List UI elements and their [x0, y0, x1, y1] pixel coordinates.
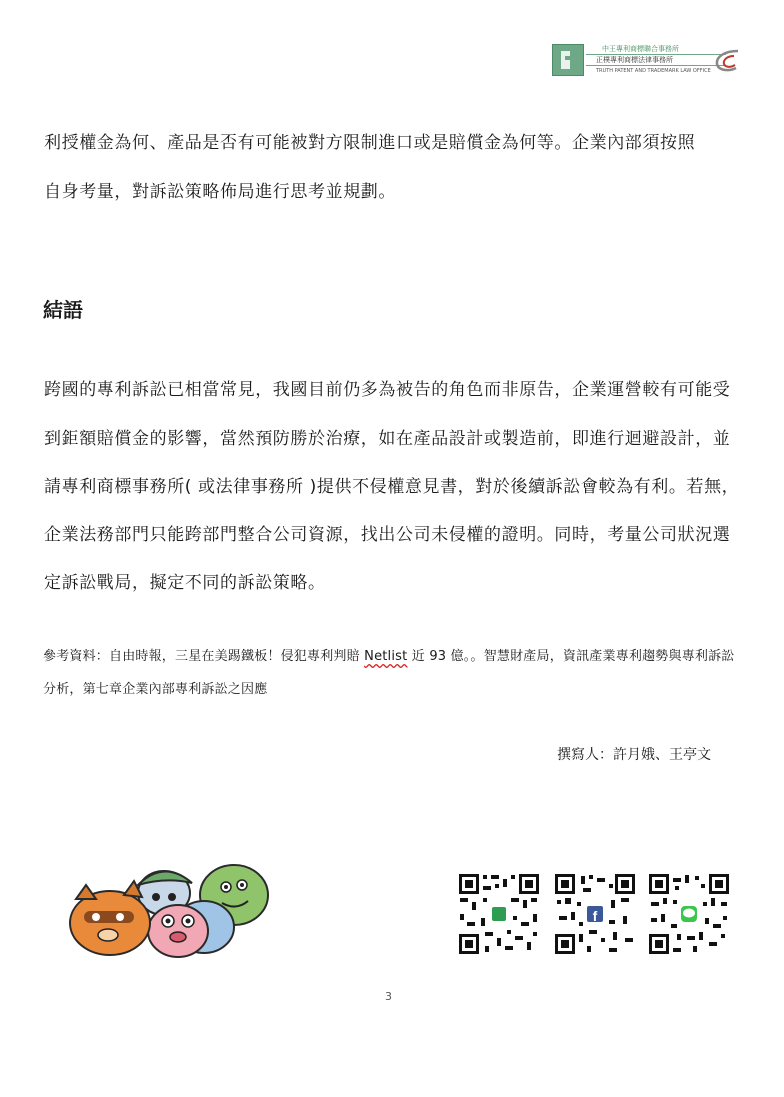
conclusion-line-2: 到鉅額賠償金的影響，當然預防勝於治療，如在產品設計或製造前，即進行迴避設計，並: [44, 429, 731, 449]
conclusion-line-3: 請專利商標事務所( 或法律事務所 )提供不侵權意見書，對於後續訴訟會較為有利。若無，: [44, 477, 740, 497]
references-line-2: 分析，第七章企業內部專利訴訟之因應: [43, 682, 268, 697]
references-text-start: 參考資料：自由時報，三星在美踢鐵板！侵犯專利判賠: [43, 649, 365, 664]
firm-logo: [552, 44, 742, 76]
conclusion-line-1: 跨國的專利訴訟已相當常見，我國目前仍多為被告的角色而非原告，企業運營較有可能受: [44, 380, 731, 400]
references-term-netlist: Netlist: [364, 649, 408, 664]
references-line-1: [43, 645, 735, 664]
section-heading-conclusion: 結語: [43, 298, 83, 322]
qr-code-line[interactable]: [647, 872, 731, 956]
author-credit: 撰寫人：許月娥、王亭文: [557, 747, 711, 763]
logo-text-line2: 正樸專利商標法律事務所: [596, 56, 673, 64]
conclusion-line-4: 企業法務部門只能跨部門整合公司資源，找出公司未侵權的證明。同時，考量公司狀況選: [44, 525, 731, 545]
intro-line-2: 自身考量，對訴訟策略佈局進行思考並規劃。: [44, 182, 396, 202]
mascot-characters-illustration: [66, 855, 276, 960]
logo-emblem-icon: [552, 44, 584, 76]
page-number: 3: [385, 990, 392, 1003]
green-leaf-icon: [492, 907, 506, 921]
references-text-end: 近 93 億。。智慧財產局，資訊產業專利趨勢與專利訴訟: [407, 649, 735, 664]
logo-text-line1: 中王專利商標聯合事務所: [602, 45, 679, 53]
intro-line-1: 利授權金為何、產品是否有可能被對方限制進口或是賠償金為何等。企業內部須按照: [44, 133, 696, 153]
logo-text-line3: TRUTH PATENT AND TRADEMARK LAW OFFICE: [596, 68, 711, 74]
svg-text:f: f: [592, 908, 598, 924]
qr-code-facebook[interactable]: [553, 872, 637, 956]
qr-code-website[interactable]: [457, 872, 541, 956]
logo-swirl-icon: [712, 48, 742, 74]
conclusion-line-5: 定訴訟戰局，擬定不同的訴訟策略。: [44, 573, 326, 593]
